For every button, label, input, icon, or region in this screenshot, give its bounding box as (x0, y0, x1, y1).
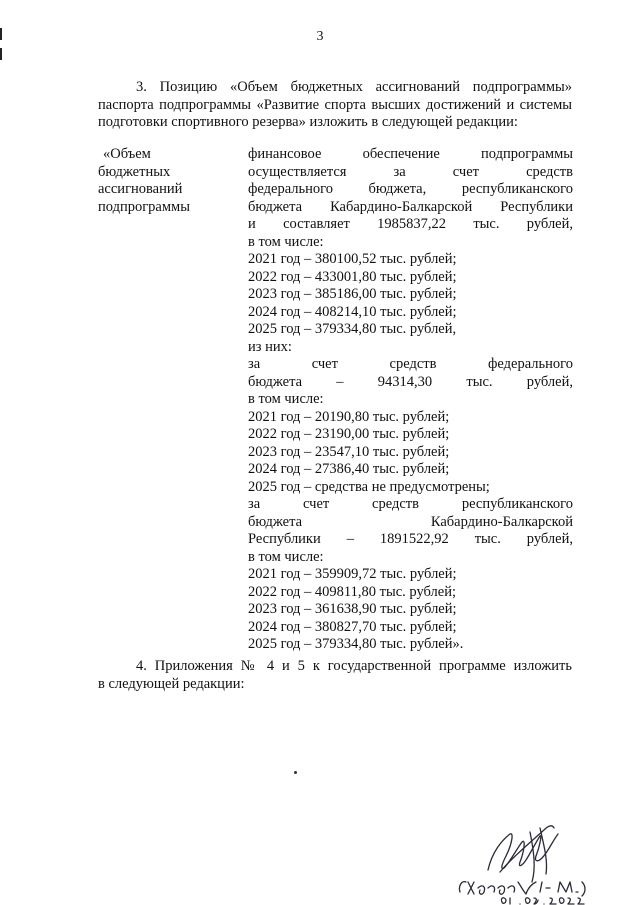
table-left-column (98, 146, 218, 216)
table-right-line: 2023 год – 361638,90 тыс. рублей; (248, 601, 457, 617)
table-right-column (248, 146, 573, 654)
table-right-line: 2021 год – 380100,52 тыс. рублей; (248, 251, 457, 267)
paragraph-line: в следующей редакции: (98, 675, 245, 692)
table-right-line: бюджета – 94314,30 тыс. рублей, (248, 373, 573, 390)
table-right-line: 2021 год – 359909,72 тыс. рублей; (248, 566, 457, 582)
table-right-line: бюджета Кабардино-Балкарской Республики (248, 198, 573, 215)
table-right-line: в том числе: (248, 391, 324, 407)
ink-dot (294, 771, 297, 774)
table-right-line: финансовое обеспечение подпрограммы (248, 146, 573, 162)
table-left-line: ассигнований (98, 181, 183, 197)
binding-mark (0, 48, 2, 60)
page-number: 3 (316, 29, 324, 44)
paragraph-line: паспорта подпрограммы «Развитие спорта высших достижений и системы (98, 96, 572, 113)
paragraph-line: подготовки спортивного резерва» изложить в следующей редакции: (98, 114, 518, 130)
paragraph-line: 4. Приложения № 4 и 5 к государственной программе изложить (136, 658, 572, 674)
table-right-line: 2023 год – 23547,10 тыс. рублей; (248, 443, 450, 460)
table-left-line: подпрограммы (98, 198, 190, 215)
paragraph-4 (98, 658, 572, 693)
table-right-line: в том числе: (248, 548, 324, 565)
table-right-line: из них: (248, 338, 292, 355)
table-right-line: 2025 год – средства не предусмотрены; (248, 478, 490, 495)
handwritten-signature (440, 812, 640, 905)
table-right-line: федерального бюджета, республиканского (248, 181, 573, 197)
table-right-line: за счет средств федерального (248, 356, 573, 372)
table-right-line: осуществляется за счет средств (248, 163, 573, 180)
table-right-line: 2025 год – 379334,80 тыс. рублей». (248, 636, 464, 652)
table-right-line: 2025 год – 379334,80 тыс. рублей, (248, 321, 457, 337)
table-right-line: в том числе: (248, 233, 324, 250)
table-right-line: бюджета Кабардино-Балкарской (248, 513, 573, 530)
table-right-line: 2022 год – 409811,80 тыс. рублей; (248, 583, 456, 600)
table-right-line: 2024 год – 27386,40 тыс. рублей; (248, 461, 450, 477)
table-right-line: за счет средств республиканского (248, 496, 573, 512)
table-right-line: 2022 год – 433001,80 тыс. рублей; (248, 268, 457, 285)
paragraph-3 (98, 79, 572, 132)
table-right-line: и составляет 1985837,22 тыс. рублей, (248, 216, 573, 232)
table-right-line: 2024 год – 380827,70 тыс. рублей; (248, 618, 457, 635)
table-right-line: 2022 год – 23190,00 тыс. рублей; (248, 426, 450, 442)
table-left-line: «Объем (103, 146, 151, 162)
table-right-line: 2021 год – 20190,80 тыс. рублей; (248, 408, 450, 425)
table-right-line: Республики – 1891522,92 тыс. рублей, (248, 531, 573, 547)
table-right-line: 2024 год – 408214,10 тыс. рублей; (248, 303, 457, 320)
table-left-line: бюджетных (98, 163, 171, 180)
table-right-line: 2023 год – 385186,00 тыс. рублей; (248, 286, 457, 302)
paragraph-line: 3. Позицию «Объем бюджетных ассигнований подпрограммы» (136, 79, 572, 95)
